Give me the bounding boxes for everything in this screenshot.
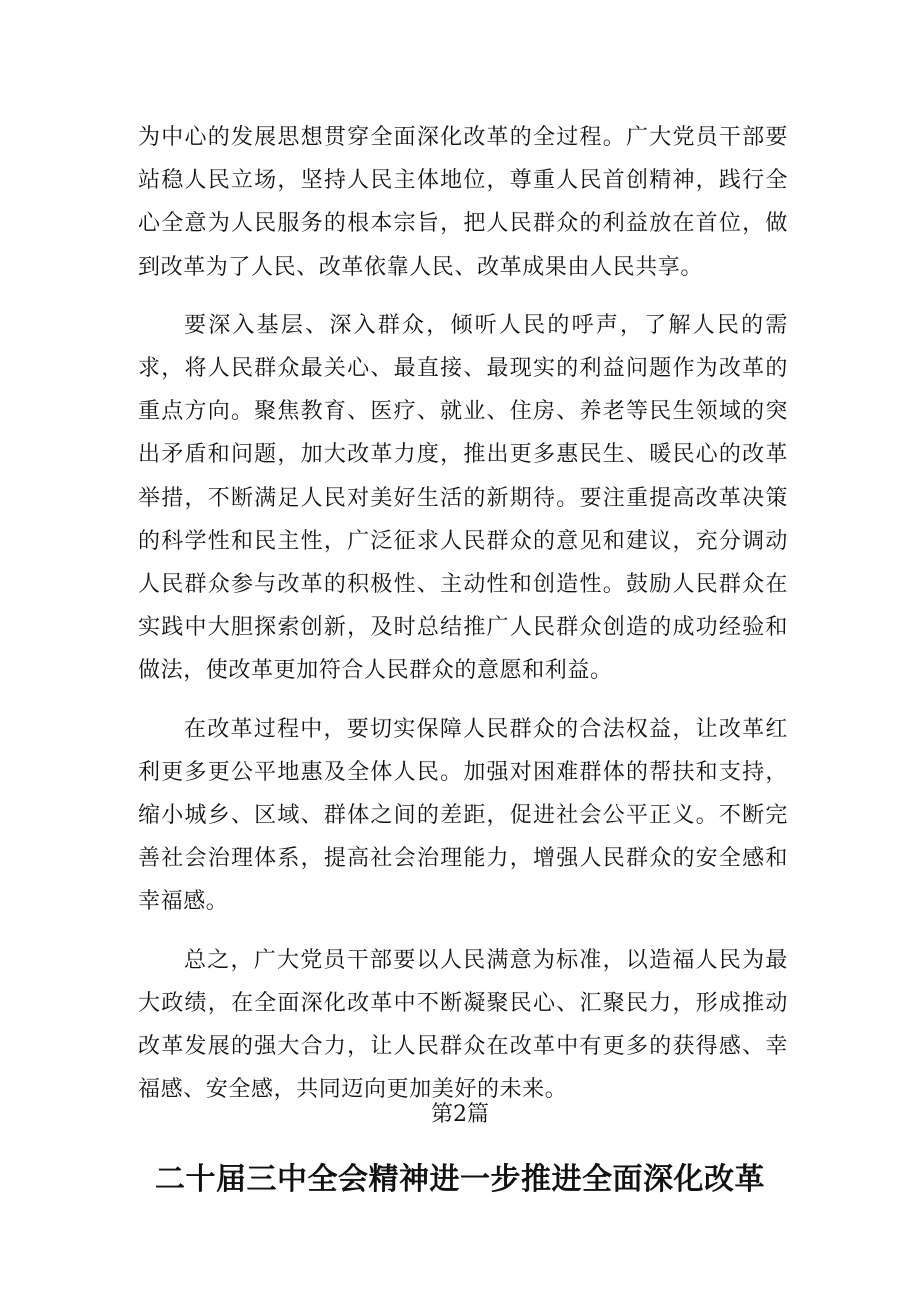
- section-label: 第2篇: [431, 1102, 489, 1127]
- paragraph-continued: 为中心的发展思想贯穿全面深化改革的全过程。广大党员干部要站稳人民立场，坚持人民主体地位，尊重人民首创精神，践行全心全意为人民服务的根本宗旨，把人民群众的利益放在首位，做到改革为了人民、改革依靠人民、改革成果由人民共享。: [138, 125, 788, 280]
- paragraph: 总之，广大党员干部要以人民满意为标准，以造福人民为最大政绩，在全面深化改革中不断凝聚民心、汇聚民力，形成推动改革发展的强大合力，让人民群众在改革中有更多的获得感、幸福感、安全感，共同迈向更加美好的未来。: [138, 947, 788, 1103]
- body-text: [138, 116, 788, 1111]
- paragraph: 要深入基层、深入群众，倾听人民的呼声，了解人民的需求，将人民群众最关心、最直接、最现实的利益问题作为改革的重点方向。聚焦教育、医疗、就业、住房、养老等民生领域的突出矛盾和问题，加大改革力度，推出更多惠民生、暖民心的改革举措，不断满足人民对美好生活的新期待。要注重提高改革决策的科学性和民主性，广泛征求人民群众的意见和建议，充分调动人民群众参与改革的积极性、主动性和创造性。鼓励人民群众在实践中大胆探索创新，及时总结推广人民群众创造的成功经验和做法，使改革更加符合人民群众的意愿和利益。: [138, 312, 788, 684]
- paragraph: 在改革过程中，要切实保障人民群众的合法权益，让改革红利更多更公平地惠及全体人民。加强对困难群体的帮扶和支持，缩小城乡、区域、群体之间的差距，促进社会公平正义。不断完善社会治理体系，提高社会治理能力，增强人民群众的安全感和幸福感。: [138, 716, 788, 915]
- article-title: 二十届三中全会精神进一步推进全面深化改革: [155, 1162, 765, 1197]
